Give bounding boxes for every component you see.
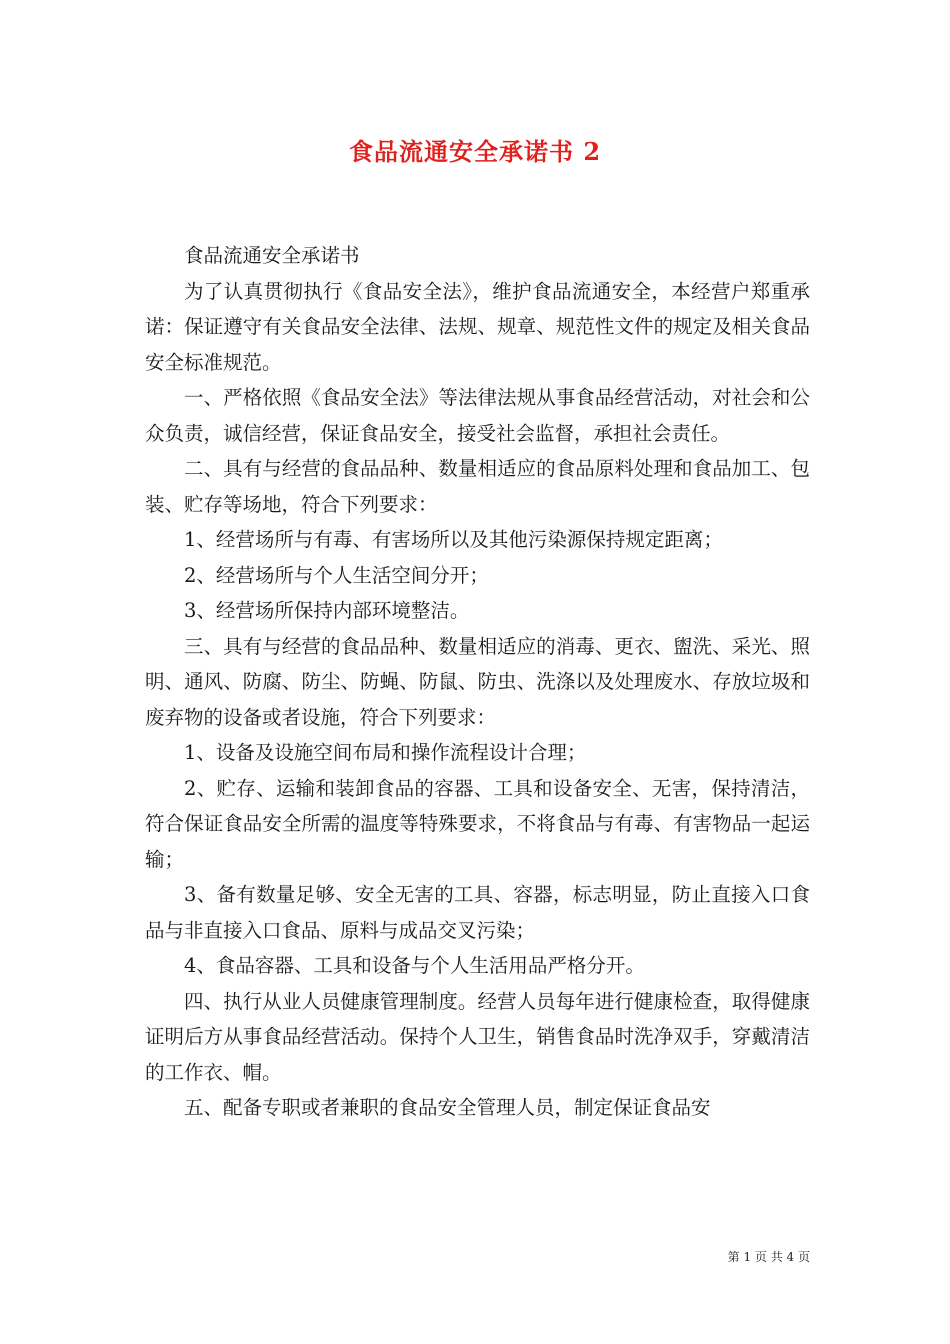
paragraph-section-1: 一、严格依照《食品安全法》等法律法规从事食品经营活动，对社会和公众负责，诚信经营，保证食品安全，接受社会监督，承担社会责任。 [145,386,810,445]
paragraph-section-4: 四、执行从业人员健康管理制度。经营人员每年进行健康检查，取得健康证明后方从事食品经营活动。保持个人卫生，销售食品时洗净双手，穿戴清洁的工作衣、帽。 [145,989,810,1084]
paragraph-section-2-item-2: 2、经营场所与个人生活空间分开； [184,563,489,587]
paragraph-section-5: 五、配备专职或者兼职的食品安全管理人员，制定保证食品安 [184,1096,711,1119]
paragraph-section-2: 二、具有与经营的食品品种、数量相适应的食品原料处理和食品加工、包装、贮存等场地，符合下列要求： [145,457,810,516]
paragraph-section-3-item-2: 2、贮存、运输和装卸食品的容器、工具和设备安全、无害，保持清洁，符合保证食品安全所需的温度等特殊要求，不将食品与有毒、有害物品一起运输； [145,776,810,871]
paragraph-intro: 为了认真贯彻执行《食品安全法》，维护食品流通安全，本经营户郑重承诺：保证遵守有关食品安全法律、法规、规章、规范性文件的规定及相关食品安全标准规范。 [145,279,810,374]
document-body [145,238,810,1126]
page-number-footer: 第 1 页 共 4 页 [727,1250,810,1264]
paragraph-section-3-item-3: 3、备有数量足够、安全无害的工具、容器，标志明显，防止直接入口食品与非直接入口食品、原料与成品交叉污染； [145,883,810,942]
paragraph-section-2-item-1: 1、经营场所与有毒、有害场所以及其他污染源保持规定距离； [184,528,723,551]
document-title: 食品流通安全承诺书 2 [348,137,602,166]
paragraph-section-2-item-3: 3、经营场所保持内部环境整洁。 [184,599,470,622]
paragraph-section-3-item-1: 1、设备及设施空间布局和操作流程设计合理； [184,741,587,764]
paragraph-heading: 食品流通安全承诺书 [184,244,360,267]
paragraph-section-3: 三、具有与经营的食品品种、数量相适应的消毒、更衣、盥洗、采光、照明、通风、防腐、防尘、防蝇、防鼠、防虫、洗涤以及处理废水、存放垃圾和废弃物的设备或者设施，符合下列要求： [145,634,810,729]
paragraph-section-3-item-4: 4、食品容器、工具和设备与个人生活用品严格分开。 [184,954,645,977]
